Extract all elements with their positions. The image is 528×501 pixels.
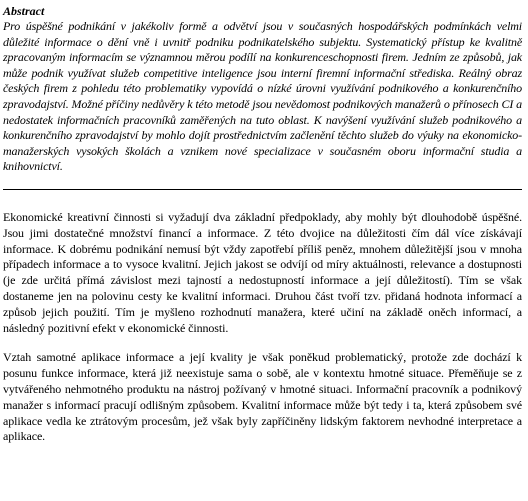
abstract-text: Pro úspěšné podnikání v jakékoliv formě a odvětví jsou v současných hospodářských podmínkách velmi důležité informace o dění vně i uvnitř podniku podnikatelského subjektu. Systematický přístup ke kvalitně zpracovaným informacím se významnou měrou podílí na konkurenceschopnosti firem. Jedním ze způsobů, jak může podnik využívat služeb competitive inteligence jsou interní firemní informační střediska. Reálný obraz českých firem z pohledu této problematiky vypovídá o nízké úrovni využívání podnikového a konkurenčního zpravodajství. Možné příčiny nedůvěry k této metodě jsou nevědomost podnikových manažerů o přínosech CI a nedostatek informačních pracovníků zaměřených na tuto oblast. K navýšení využívání služeb podnikového a konkurenčního zpravodajství by mohlo dojít prostřednictvím začlenění těchto služeb do výuky na ekonomicko-manažerských vysokých školách a vznikem nové specializace v současném oboru informační studia a knihovnictví.: [3, 19, 522, 174]
body-paragraph-1: Ekonomické kreativní činnosti si vyžadují dva základní předpoklady, aby mohly být dlouhodobě úspěšné. Jsou jimi dostatečné množství financí a informace. Z této dvojice na důležitosti čím dál více získávají informace. K dobrému podnikání nemusí být vždy zapotřebí příliš peněz, mnohem důležitější jsou v mnoha případech informace a to vysoce kvalitní. Jejich jakost se odvíjí od míry aktuálnosti, relevance a dostupnosti (je zde určitá přímá závislost mezi tajností a nedostupností informace a její důležitostí). Tím se však dostaneme jen na polovinu cesty ke kvalitní informaci. Druhou část tvoří tzv. přidaná hodnota informací a způsob jejich použití. Tím je myšleno rozhodnutí manažera, které učiní na základě oněch informací, a následný pozitivní efekt v ekonomické činnosti.: [3, 209, 522, 335]
body-section: [3, 210, 522, 445]
body-paragraph-2: Vztah samotné aplikace informace a její kvality je však poněkud problematický, protože zde dochází k posunu funkce informace, která již neexistuje sama o sobě, ale v kontextu hmotné situace. Přeměňuje se z vytvářeného nehmotného produktu na nástroj požívaný v hmotné situaci. Informační pracovník a podnikový manažer s informací pracují odlišným způsobem. Kvalitní informace může být tedy i ta, která způsobem své aplikace vedla ke ztrátovým procesům, jež však byly zapříčiněny lidským faktorem nevhodné interpretace a aplikace.: [3, 350, 522, 444]
abstract-section: [3, 4, 522, 175]
abstract-title: Abstract: [3, 4, 45, 18]
section-divider: [3, 189, 522, 190]
